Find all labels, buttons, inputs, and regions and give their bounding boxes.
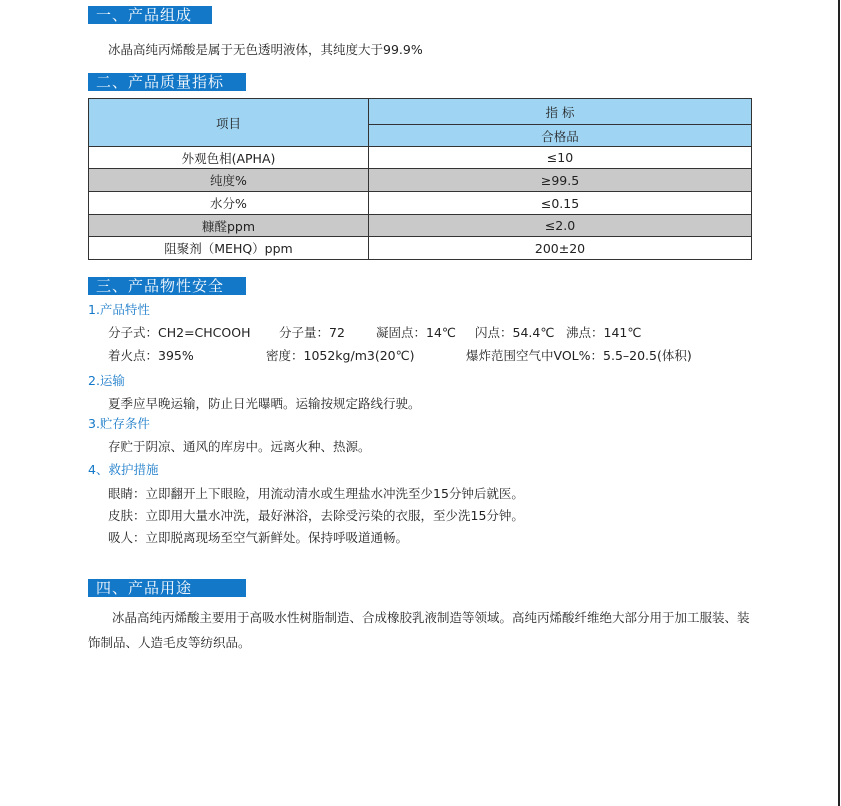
quality-spec-table <box>88 98 752 260</box>
prop-ignition-point: 着火点：395% <box>108 348 194 363</box>
header-grade: 合格品 <box>369 125 752 147</box>
header-item: 项目 <box>89 99 369 147</box>
rescue-skin: 皮肤：立即用大量水冲洗，最好淋浴，去除受污染的衣服，至少洗15分钟。 <box>108 508 524 523</box>
table-row <box>89 237 752 260</box>
row-item: 糠醛ppm <box>89 215 369 237</box>
rescue-inhale: 吸人：立即脱离现场至空气新鲜处。保持呼吸道通畅。 <box>108 530 409 545</box>
subheading-storage: 3.贮存条件 <box>88 416 150 431</box>
row-item: 水分% <box>89 192 369 215</box>
subheading-transport: 2.运输 <box>88 373 125 388</box>
section-title-safety: 三、产品物性安全 <box>88 277 246 295</box>
prop-explosion-range: 爆炸范围空气中VOL%：5.5–20.5(体积) <box>466 348 692 363</box>
subheading-rescue: 4、救护措施 <box>88 462 159 477</box>
table-row <box>89 215 752 237</box>
storage-text: 存贮于阴凉、通风的库房中。远离火种、热源。 <box>108 439 371 454</box>
row-value: ≤0.15 <box>369 192 752 215</box>
header-index: 指 标 <box>369 99 752 125</box>
table-row <box>89 147 752 169</box>
row-value: ≤2.0 <box>369 215 752 237</box>
row-item: 阻聚剂（MEHQ）ppm <box>89 237 369 260</box>
prop-freezing-point: 凝固点：14℃ <box>376 325 456 340</box>
section-title-composition: 一、产品组成 <box>88 6 212 24</box>
prop-density: 密度：1052kg/m3(20℃) <box>266 348 415 363</box>
usage-paragraph: 冰晶高纯丙烯酸主要用于高吸水性树脂制造、合成橡胶乳液制造等领域。高纯丙烯酸纤维绝大部分用于加工服装、装饰制品、人造毛皮等纺织品。 <box>88 610 750 650</box>
section-title-usage: 四、产品用途 <box>88 579 246 597</box>
subheading-properties: 1.产品特性 <box>88 302 150 317</box>
prop-formula: 分子式：CH2=CHCOOH <box>108 325 251 340</box>
rescue-eyes: 眼睛：立即翻开上下眼睑，用流动清水或生理盐水冲洗至少15分钟后就医。 <box>108 486 524 501</box>
page-border-right <box>838 0 840 806</box>
prop-molecular-weight: 分子量：72 <box>279 325 345 340</box>
row-value: ≥99.5 <box>369 169 752 192</box>
composition-text: 冰晶高纯丙烯酸是属于无色透明液体，其纯度大于99.9% <box>108 42 423 57</box>
transport-text: 夏季应早晚运输，防止日光曝晒。运输按规定路线行驶。 <box>108 396 421 411</box>
row-value: ≤10 <box>369 147 752 169</box>
row-item: 纯度% <box>89 169 369 192</box>
section-title-quality: 二、产品质量指标 <box>88 73 246 91</box>
row-value: 200±20 <box>369 237 752 260</box>
table-header-row <box>89 99 752 125</box>
prop-boiling-point: 沸点：141℃ <box>566 325 642 340</box>
table-row <box>89 169 752 192</box>
prop-flash-point: 闪点：54.4℃ <box>475 325 555 340</box>
row-item: 外观色相(APHA) <box>89 147 369 169</box>
table-row <box>89 192 752 215</box>
